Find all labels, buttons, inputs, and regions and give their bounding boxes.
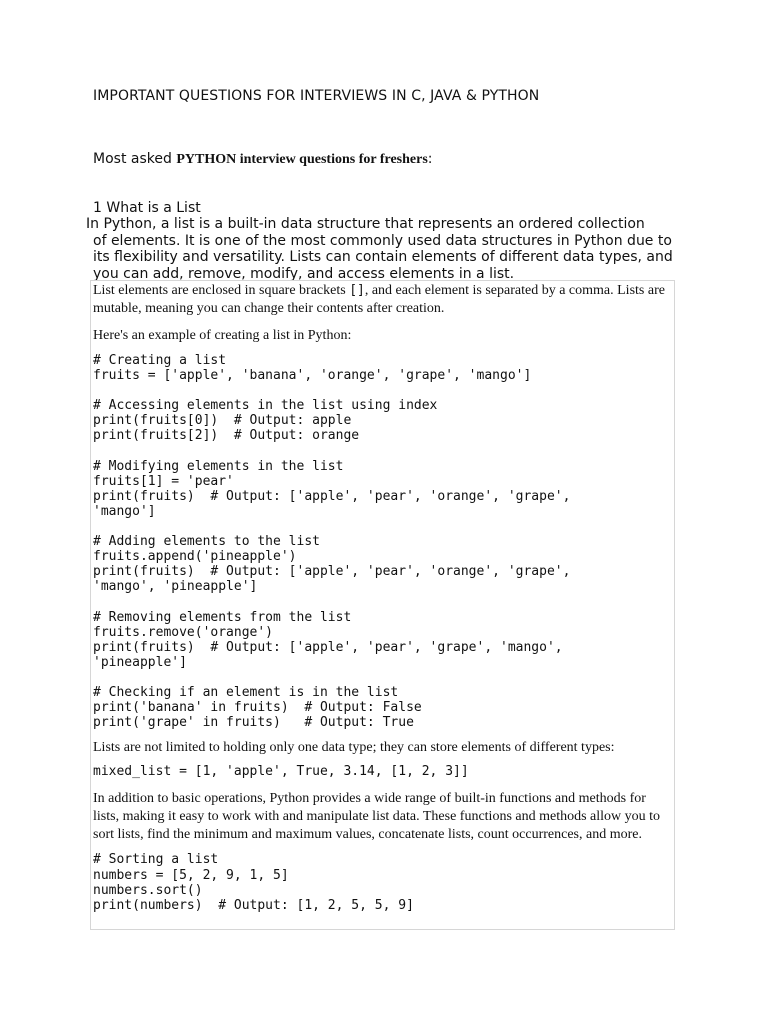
- intro-paragraph: [86, 216, 676, 282]
- code-line: print(fruits) # Output: ['apple', 'pear', 'grape', 'mango',: [93, 639, 563, 655]
- code-line: fruits = ['apple', 'banana', 'orange', 'grape', 'mango']: [93, 368, 532, 384]
- code-line: [93, 444, 672, 459]
- code-line: # Creating a list: [93, 353, 227, 368]
- list-syntax-paragraph: [93, 282, 672, 318]
- code-line: print('grape' in fruits) # Output: True: [93, 715, 414, 731]
- code-line: [93, 519, 672, 534]
- code-line: # Accessing elements in the list using index: [93, 398, 438, 414]
- intro-first-line: In Python, a list is a built-in data structure that represents an ordered collection: [86, 216, 645, 232]
- subtitle-bold: PYTHON interview questions for freshers: [176, 152, 428, 167]
- builtin-methods-paragraph: In addition to basic operations, Python provides a wide range of built-in functions and methods for lists, making it easy to work with and manipulate list data. These functions and methods allow you to sort lists, find the minimum and maximum values, concatenate lists, count occurrences, and more.: [93, 791, 661, 843]
- code-line: fruits.append('pineapple'): [93, 549, 297, 565]
- code-line: numbers.sort(): [93, 882, 203, 898]
- code-line: 'mango', 'pineapple']: [93, 579, 258, 595]
- code-line: # Adding elements to the list: [93, 534, 320, 550]
- code-line: [93, 595, 672, 610]
- subtitle-prefix: Most asked: [93, 151, 177, 167]
- para1-text-before: List elements are enclosed in square brackets: [93, 283, 350, 298]
- code-line: # Modifying elements in the list: [93, 458, 344, 474]
- subtitle-suffix: :: [427, 151, 433, 167]
- code-line: print('banana' in fruits) # Output: False: [93, 700, 422, 716]
- code-line: 'pineapple']: [93, 654, 187, 670]
- code-line: print(fruits[2]) # Output: orange: [93, 428, 360, 444]
- document-title: IMPORTANT QUESTIONS FOR INTERVIEWS IN C, JAVA & PYTHON: [93, 88, 540, 104]
- code-line: [93, 670, 672, 685]
- question-heading: 1 What is a List: [93, 200, 201, 216]
- code-block-list-operations: [93, 353, 672, 730]
- para1-text-after: , and each element is separated by a comma. Lists are mutable, meaning you can change their contents after creation.: [93, 283, 665, 316]
- code-line: numbers = [5, 2, 9, 1, 5]: [93, 867, 289, 883]
- answer-content-box: [90, 280, 675, 930]
- mixed-types-paragraph: Lists are not limited to holding only one data type; they can store elements of different types:: [93, 740, 615, 756]
- intro-rest: of elements. It is one of the most commonly used data structures in Python due to its flexibility and versatility. Lists can contain elements of different data types, and you can add, remove, modify, and access elements in a list.: [93, 232, 673, 282]
- code-line: print(numbers) # Output: [1, 2, 5, 5, 9]: [93, 897, 414, 913]
- code-line: print(fruits) # Output: ['apple', 'pear', 'orange', 'grape',: [93, 564, 571, 580]
- code-line: # Sorting a list: [93, 852, 219, 868]
- example-intro-paragraph: Here's an example of creating a list in Python:: [93, 328, 352, 343]
- code-line: fruits.remove('orange'): [93, 624, 274, 640]
- code-block-sorting: [93, 852, 672, 912]
- code-line: # Checking if an element is in the list: [93, 685, 399, 701]
- code-line: mixed_list = [1, 'apple', True, 3.14, [1, 2, 3]]: [93, 764, 469, 780]
- code-line: # Removing elements from the list: [93, 609, 352, 625]
- code-line: [93, 383, 672, 398]
- section-subtitle: [93, 151, 433, 168]
- code-line: print(fruits[0]) # Output: apple: [93, 413, 352, 429]
- code-block-mixed-list: [93, 764, 672, 779]
- code-line: fruits[1] = 'pear': [93, 473, 234, 489]
- brackets-code: []: [349, 283, 365, 298]
- code-line: print(fruits) # Output: ['apple', 'pear', 'orange', 'grape',: [93, 488, 571, 504]
- code-line: 'mango']: [93, 503, 156, 519]
